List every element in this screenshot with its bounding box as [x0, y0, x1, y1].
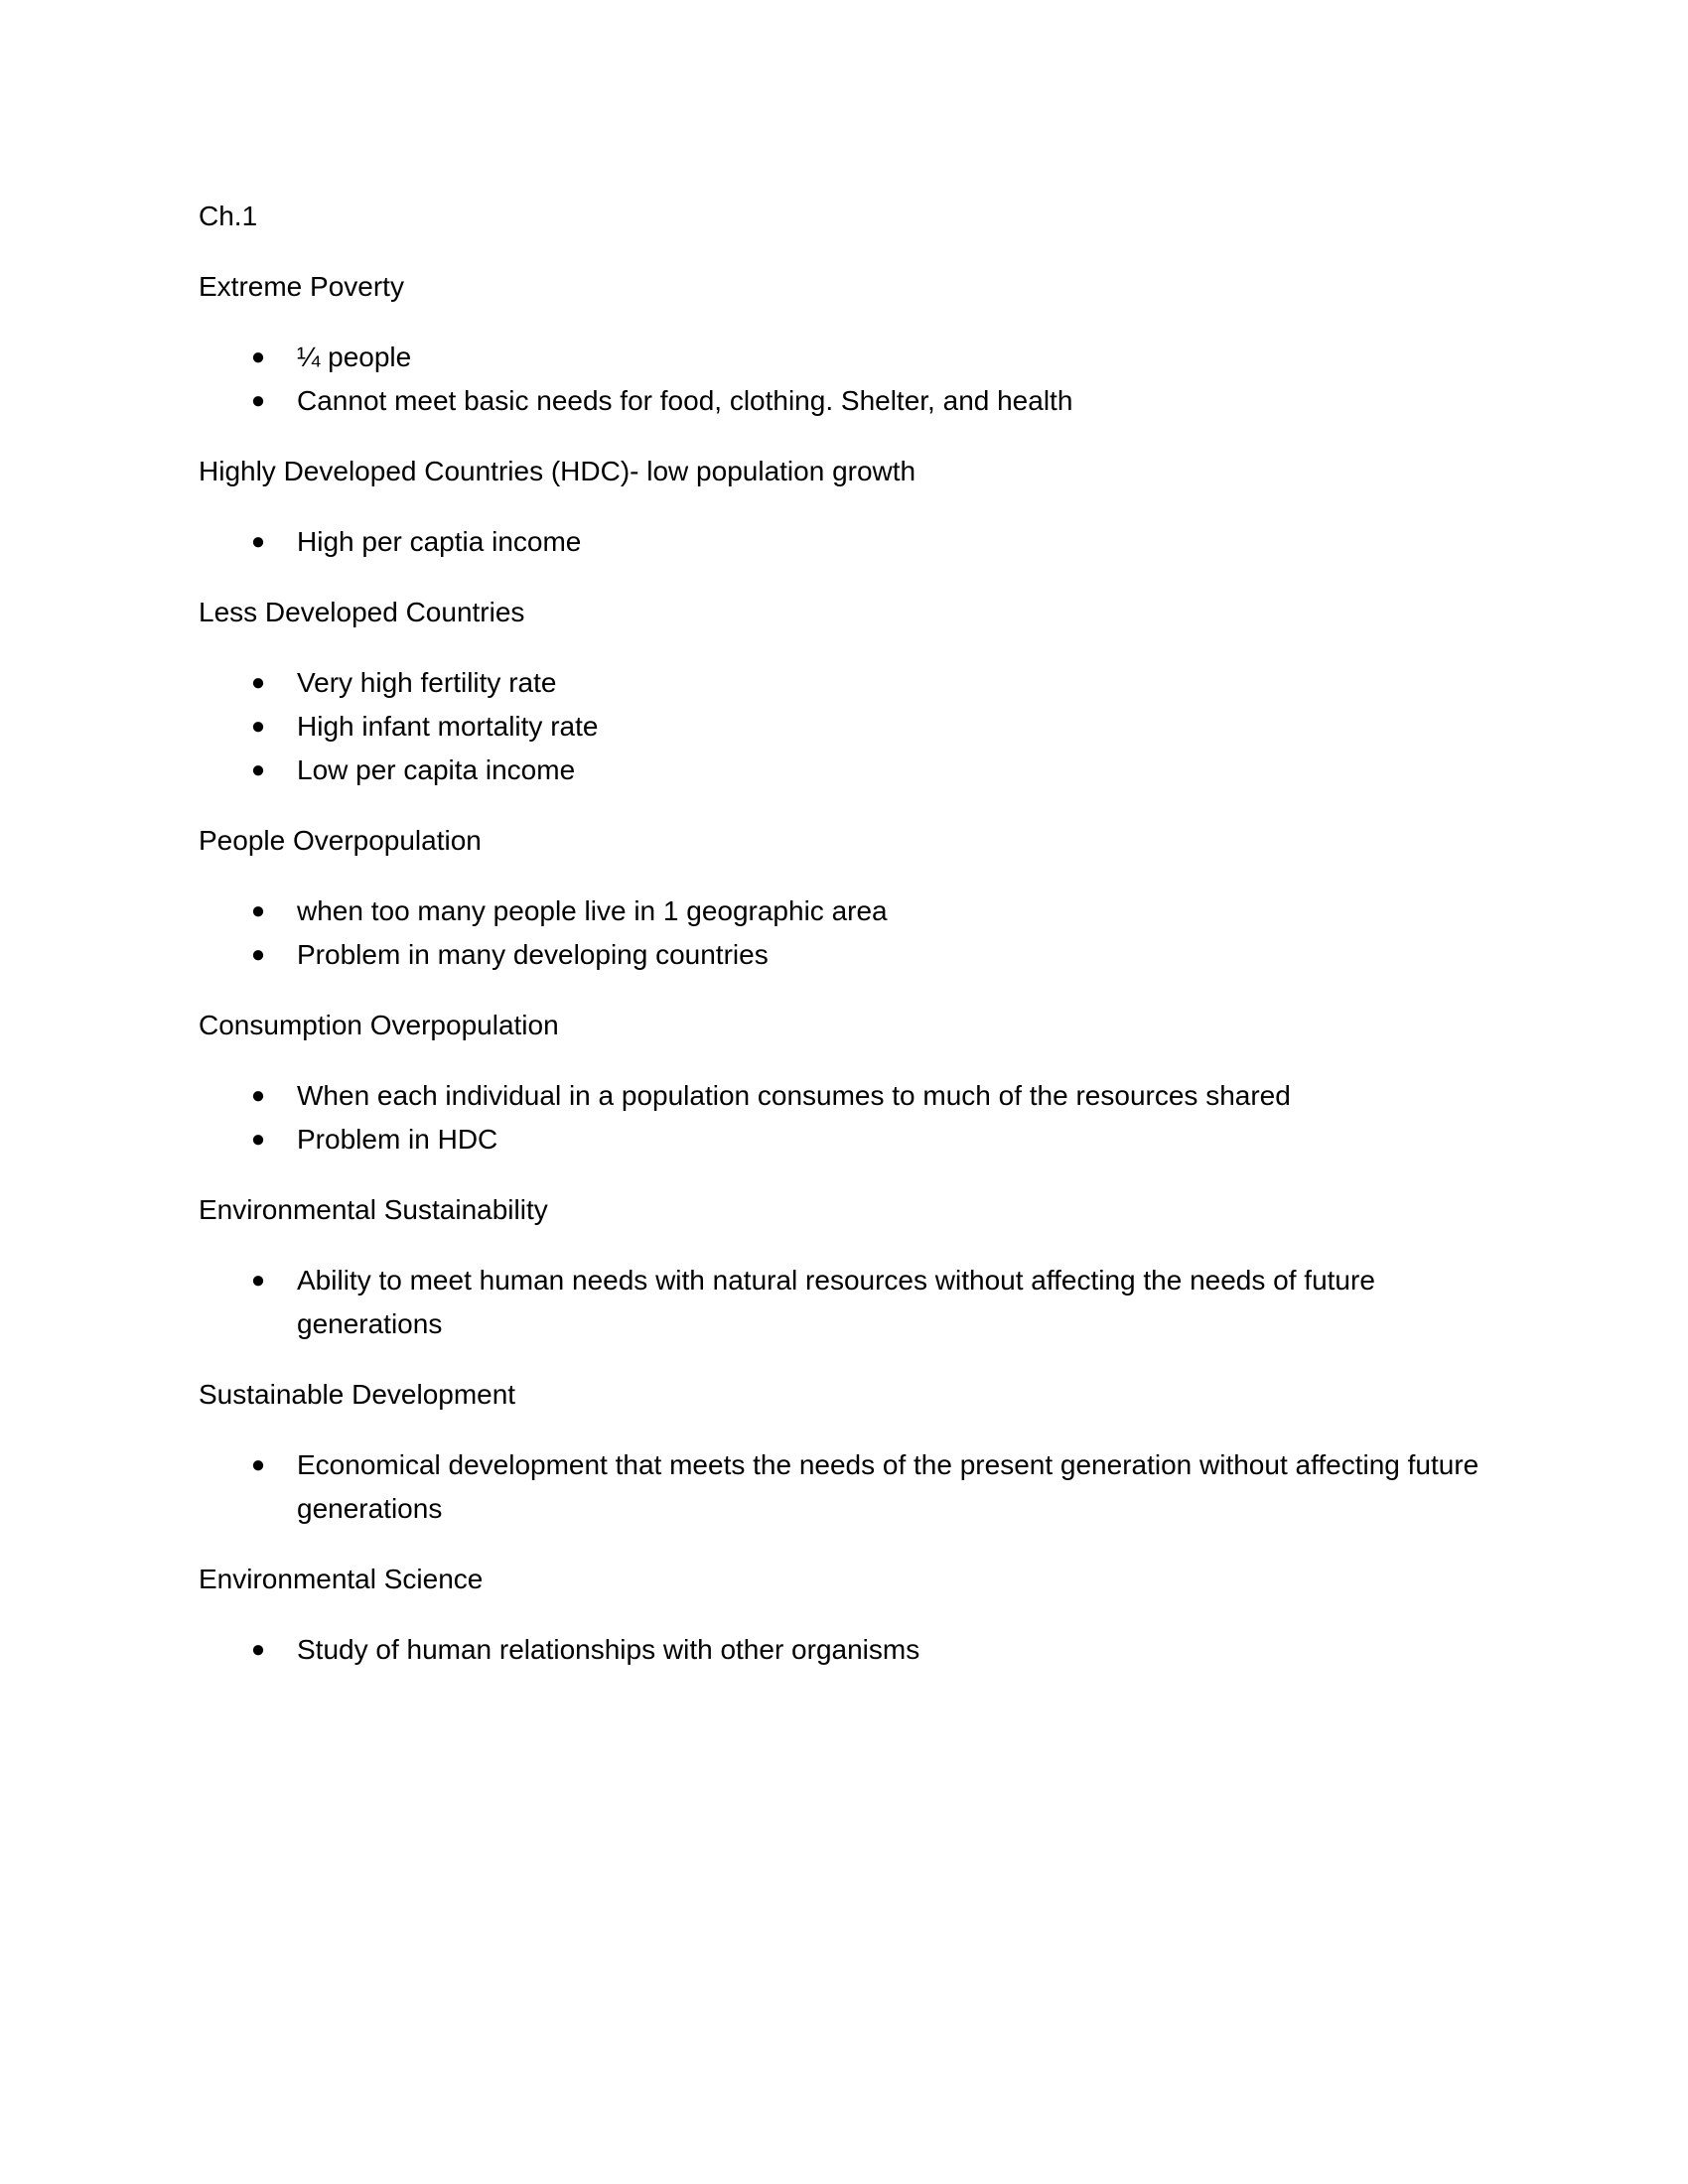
- list-item: [199, 1443, 1489, 1531]
- list-item-text: when too many people live in 1 geographic area: [297, 895, 888, 926]
- bullet-icon: ●: [250, 1267, 266, 1294]
- section-heading: Environmental Sustainability: [199, 1194, 548, 1225]
- bullet-icon: ●: [250, 941, 266, 968]
- list-item: [199, 661, 1489, 705]
- section-people-overpopulation: [199, 819, 1489, 977]
- list-item-text: High infant mortality rate: [297, 711, 599, 742]
- bullet-icon: ●: [250, 1636, 266, 1663]
- bullet-icon: ●: [250, 713, 266, 740]
- list-item-text: Ability to meet human needs with natural resources without affecting the needs of future generations: [297, 1265, 1375, 1339]
- list-item-text: Problem in many developing countries: [297, 939, 769, 970]
- list-item-text: High per captia income: [297, 526, 582, 557]
- list-item: [199, 379, 1489, 423]
- list-item: [199, 520, 1489, 564]
- section-heading: Highly Developed Countries (HDC)- low population growth: [199, 456, 916, 486]
- list-item: [199, 1628, 1489, 1672]
- bullet-icon: ●: [250, 1451, 266, 1478]
- list-item: [199, 1259, 1489, 1346]
- chapter-title: Ch.1: [199, 201, 258, 231]
- bullet-list: [199, 336, 1489, 423]
- section-environmental-science: [199, 1558, 1489, 1672]
- list-item-text: Low per capita income: [297, 754, 576, 785]
- section-highly-developed-countries: [199, 450, 1489, 564]
- list-item: [199, 1118, 1489, 1161]
- document-body: [199, 195, 1489, 1699]
- bullet-list: [199, 1443, 1489, 1531]
- bullet-list: [199, 1074, 1489, 1161]
- section-heading: Environmental Science: [199, 1564, 484, 1594]
- bullet-icon: ●: [250, 528, 266, 555]
- section-heading: Sustainable Development: [199, 1379, 516, 1410]
- list-item-text: Study of human relationships with other organisms: [297, 1634, 920, 1665]
- bullet-icon: ●: [250, 387, 266, 414]
- list-item: [199, 336, 1489, 379]
- list-item-text: ¼ people: [297, 341, 412, 372]
- bullet-list: [199, 520, 1489, 564]
- list-item-text: Very high fertility rate: [297, 667, 557, 698]
- bullet-list: [199, 889, 1489, 977]
- list-item: [199, 889, 1489, 933]
- section-heading: People Overpopulation: [199, 825, 482, 856]
- bullet-list: [199, 1628, 1489, 1672]
- list-item: [199, 749, 1489, 792]
- bullet-list: [199, 661, 1489, 792]
- section-extreme-poverty: [199, 265, 1489, 423]
- bullet-list: [199, 1259, 1489, 1346]
- section-sustainable-development: [199, 1373, 1489, 1531]
- list-item: [199, 705, 1489, 749]
- list-item: [199, 1074, 1489, 1118]
- section-consumption-overpopulation: [199, 1004, 1489, 1161]
- list-item-text: Economical development that meets the needs of the present generation without affecting future generations: [297, 1449, 1479, 1524]
- bullet-icon: ●: [250, 897, 266, 924]
- list-item-text: Problem in HDC: [297, 1124, 498, 1155]
- section-less-developed-countries: [199, 591, 1489, 792]
- bullet-icon: ●: [250, 1126, 266, 1153]
- bullet-icon: ●: [250, 756, 266, 783]
- bullet-icon: ●: [250, 1082, 266, 1109]
- bullet-icon: ●: [250, 343, 266, 370]
- section-heading: Consumption Overpopulation: [199, 1010, 559, 1040]
- section-heading: Less Developed Countries: [199, 597, 525, 627]
- list-item-text: When each individual in a population consumes to much of the resources shared: [297, 1080, 1291, 1111]
- section-heading: Extreme Poverty: [199, 271, 404, 302]
- list-item-text: Cannot meet basic needs for food, clothing. Shelter, and health: [297, 385, 1073, 416]
- section-environmental-sustainability: [199, 1188, 1489, 1346]
- bullet-icon: ●: [250, 669, 266, 696]
- list-item: [199, 933, 1489, 977]
